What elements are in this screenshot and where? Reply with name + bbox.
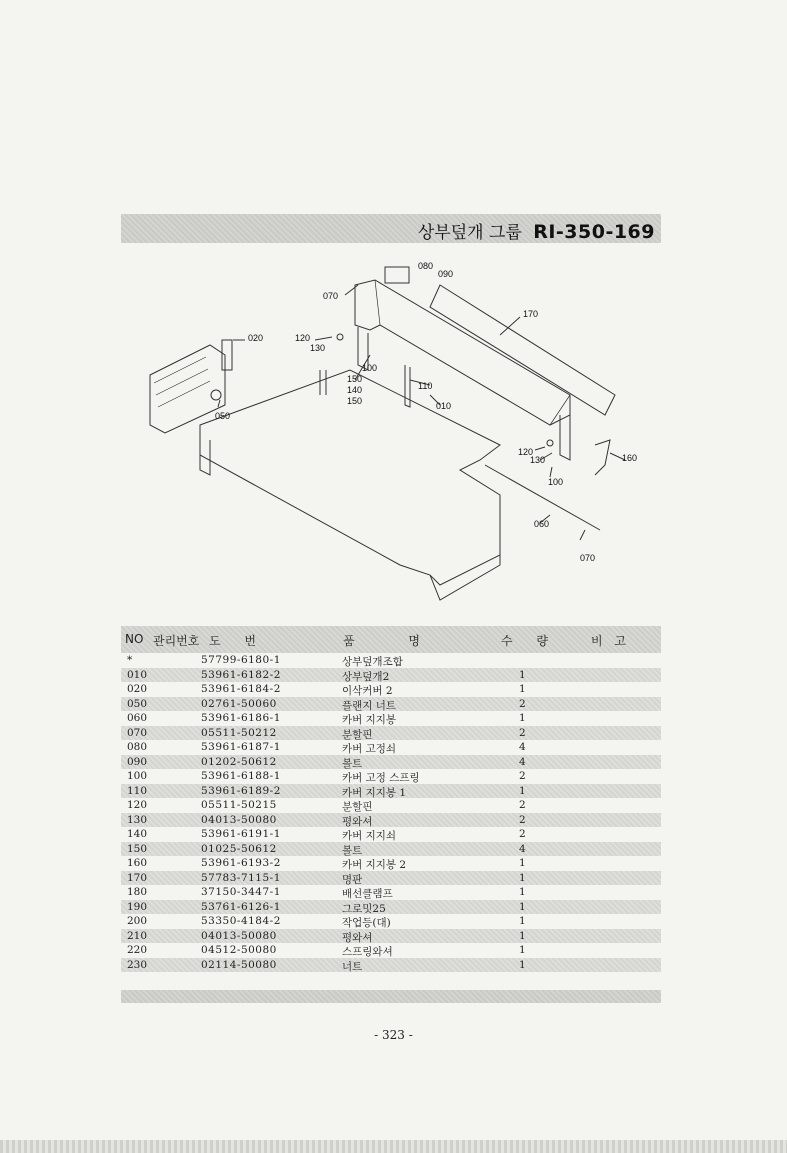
drawing-number: 53961-6191-1: [201, 828, 281, 840]
drawing-number: 01025-50612: [201, 842, 277, 855]
group-code: RI-350-169: [533, 221, 655, 243]
part-no: 090: [127, 755, 148, 768]
table-row: [121, 885, 661, 900]
part-no: 020: [127, 683, 148, 695]
table-row: [121, 769, 661, 784]
table-row: [121, 740, 661, 755]
quantity: 2: [519, 697, 526, 710]
drawing-number: 05511-50212: [201, 726, 277, 739]
part-no: 190: [127, 900, 148, 913]
table-row: [121, 856, 661, 871]
drawing-number: 04013-50080: [201, 929, 277, 942]
part-no: 100: [127, 770, 148, 782]
part-no: 130: [127, 813, 148, 826]
quantity: 1: [519, 784, 526, 797]
quantity: 1: [519, 958, 526, 971]
callout-060: 060: [534, 519, 550, 529]
callout-020: 020: [248, 333, 264, 343]
support-bracket-140: [320, 370, 326, 395]
table-row: [121, 958, 661, 973]
bracket-020: [222, 340, 232, 370]
drawing-number: 53961-6187-1: [201, 741, 281, 753]
part-name: 카버 고정쇠: [342, 743, 397, 755]
part-name: 평와셔: [342, 931, 373, 944]
drawing-number: 53761-6126-1: [201, 900, 281, 913]
part-name: 분할핀: [342, 801, 373, 813]
callout-090: 090: [438, 269, 454, 279]
table-row: [121, 871, 661, 886]
quantity: 1: [519, 944, 526, 956]
quantity: 2: [519, 813, 526, 826]
callout-010: 010: [436, 401, 452, 411]
table-row: [121, 653, 661, 668]
quantity: 1: [519, 683, 526, 695]
part-name: 스프링와셔: [342, 946, 393, 958]
drawing-number: 02114-50080: [201, 958, 277, 971]
quantity: 4: [519, 842, 526, 855]
part-name: 카버 지지봉 2: [342, 859, 407, 871]
part-name: 평와셔: [342, 815, 373, 828]
part-name: 카버 지지봉 1: [342, 786, 407, 799]
callout-070: 070: [323, 291, 339, 301]
drawing-number: 57783-7115-1: [201, 871, 281, 884]
part-no: 140: [127, 828, 148, 840]
table-row: [121, 914, 661, 929]
table-row: [121, 943, 661, 958]
diagram-svg: [140, 255, 660, 615]
table-row: [121, 755, 661, 770]
part-name: 작업등(대): [342, 917, 391, 929]
part-no: 120: [127, 799, 148, 811]
table-row: [121, 929, 661, 944]
table-row: [121, 682, 661, 697]
part-name: 볼트: [342, 844, 363, 857]
callout-150: 150: [347, 374, 363, 384]
header-mgmt: 관리번호: [153, 634, 200, 648]
part-name: 볼트: [342, 757, 363, 770]
header-no: NO: [125, 632, 144, 646]
table-row: [121, 668, 661, 683]
scan-edge: [0, 1140, 787, 1153]
part-name: 상부덮개조합: [342, 656, 403, 668]
quantity: 4: [519, 755, 526, 768]
table-row: [121, 842, 661, 857]
part-name: 배선클램프: [342, 888, 393, 900]
part-no: 070: [127, 726, 148, 739]
callout-150b: 150: [347, 396, 363, 406]
quantity: 1: [519, 871, 526, 884]
title-bar: [121, 214, 661, 243]
callout-050: 050: [215, 411, 231, 421]
table-header: [121, 626, 661, 653]
quantity: 1: [519, 929, 526, 942]
part-no: 210: [127, 929, 148, 942]
callout-160: 160: [622, 453, 638, 463]
part-name: 그로밋25: [342, 902, 386, 915]
nut-050: [211, 390, 221, 400]
table-row: [121, 784, 661, 799]
drawing-number: 53961-6189-2: [201, 784, 281, 797]
part-no: *: [127, 654, 133, 666]
part-name: 카버 고정 스프링: [342, 772, 420, 784]
part-no: 180: [127, 886, 148, 898]
exploded-parts-diagram: [140, 255, 660, 615]
callout-110: 110: [418, 381, 433, 391]
part-name: 분할핀: [342, 728, 373, 741]
quantity: 1: [519, 668, 526, 681]
drawing-number: 53961-6186-1: [201, 712, 281, 724]
parts-table: [121, 626, 661, 972]
quantity: 1: [519, 857, 526, 869]
table-row: [121, 711, 661, 726]
part-name: 플랜지 너트: [342, 699, 397, 712]
part-no: 170: [127, 871, 148, 884]
quantity: 1: [519, 886, 526, 898]
callout-100b: 100: [548, 477, 564, 487]
drawing-number: 53961-6193-2: [201, 857, 281, 869]
callout-170: 170: [523, 309, 539, 319]
header-remark: 비 고: [591, 634, 626, 648]
callout-140: 140: [347, 385, 363, 395]
quantity: 2: [519, 770, 526, 782]
table-row: [121, 813, 661, 828]
callout-130: 130: [310, 343, 326, 353]
part-no: 010: [127, 668, 148, 681]
support-rod-160: [595, 440, 610, 475]
part-name: 카버 지지봉: [342, 714, 397, 726]
callout-130b: 130: [530, 455, 546, 465]
part-no: 200: [127, 915, 148, 927]
callout-120: 120: [295, 333, 311, 343]
nameplate-170: [430, 285, 615, 415]
drawing-number: 53961-6182-2: [201, 668, 281, 681]
drawing-number: 04512-50080: [201, 944, 277, 956]
table-row: [121, 697, 661, 712]
quantity: 2: [519, 828, 526, 840]
upper-cover-010: [355, 280, 570, 425]
drawing-number: 04013-50080: [201, 813, 277, 826]
quantity: 2: [519, 726, 526, 739]
drawing-number: 05511-50215: [201, 799, 277, 811]
header-name: 품 명: [343, 634, 420, 648]
quantity: 1: [519, 915, 526, 927]
drawing-number: 53350-4184-2: [201, 915, 281, 927]
header-qty: 수 량: [501, 634, 548, 648]
part-name: 명판: [342, 873, 363, 886]
callout-120b: 120: [518, 447, 534, 457]
page-number: - 323 -: [374, 1028, 413, 1042]
table-row: [121, 798, 661, 813]
part-name: 카버 지지쇠: [342, 830, 397, 842]
callout-070b: 070: [580, 553, 596, 563]
drawing-number: 01202-50612: [201, 755, 277, 768]
part-no: 230: [127, 958, 148, 971]
part-name: 이삭커버 2: [342, 685, 393, 697]
support-rod-110: [405, 365, 410, 407]
part-no: 050: [127, 697, 148, 710]
part-no: 160: [127, 857, 148, 869]
hinge-080: [385, 267, 409, 283]
part-name: 상부덮개2: [342, 670, 390, 683]
table-row: [121, 726, 661, 741]
drawing-number: 53961-6184-2: [201, 683, 281, 695]
part-no: 150: [127, 842, 148, 855]
drawing-number: 02761-50060: [201, 697, 277, 710]
part-no: 220: [127, 944, 148, 956]
table-body: [121, 653, 661, 972]
quantity: 1: [519, 900, 526, 913]
footer-bar: [121, 990, 661, 1003]
part-no: 110: [127, 784, 148, 797]
header-dwg: 도 번: [209, 634, 256, 648]
group-title: [418, 218, 655, 243]
table-row: [121, 900, 661, 915]
part-no: 080: [127, 741, 148, 753]
table-row: [121, 827, 661, 842]
drawing-number: 37150-3447-1: [201, 886, 281, 898]
drawing-number: 57799-6180-1: [201, 654, 281, 666]
callout-100: 100: [362, 363, 378, 373]
quantity: 4: [519, 741, 526, 753]
drawing-number: 53961-6188-1: [201, 770, 281, 782]
group-name: 상부덮개 그룹: [417, 223, 522, 243]
part-name: 너트: [342, 960, 363, 973]
callout-080: 080: [418, 261, 434, 271]
part-no: 060: [127, 712, 148, 724]
quantity: 2: [519, 799, 526, 811]
quantity: 1: [519, 712, 526, 724]
